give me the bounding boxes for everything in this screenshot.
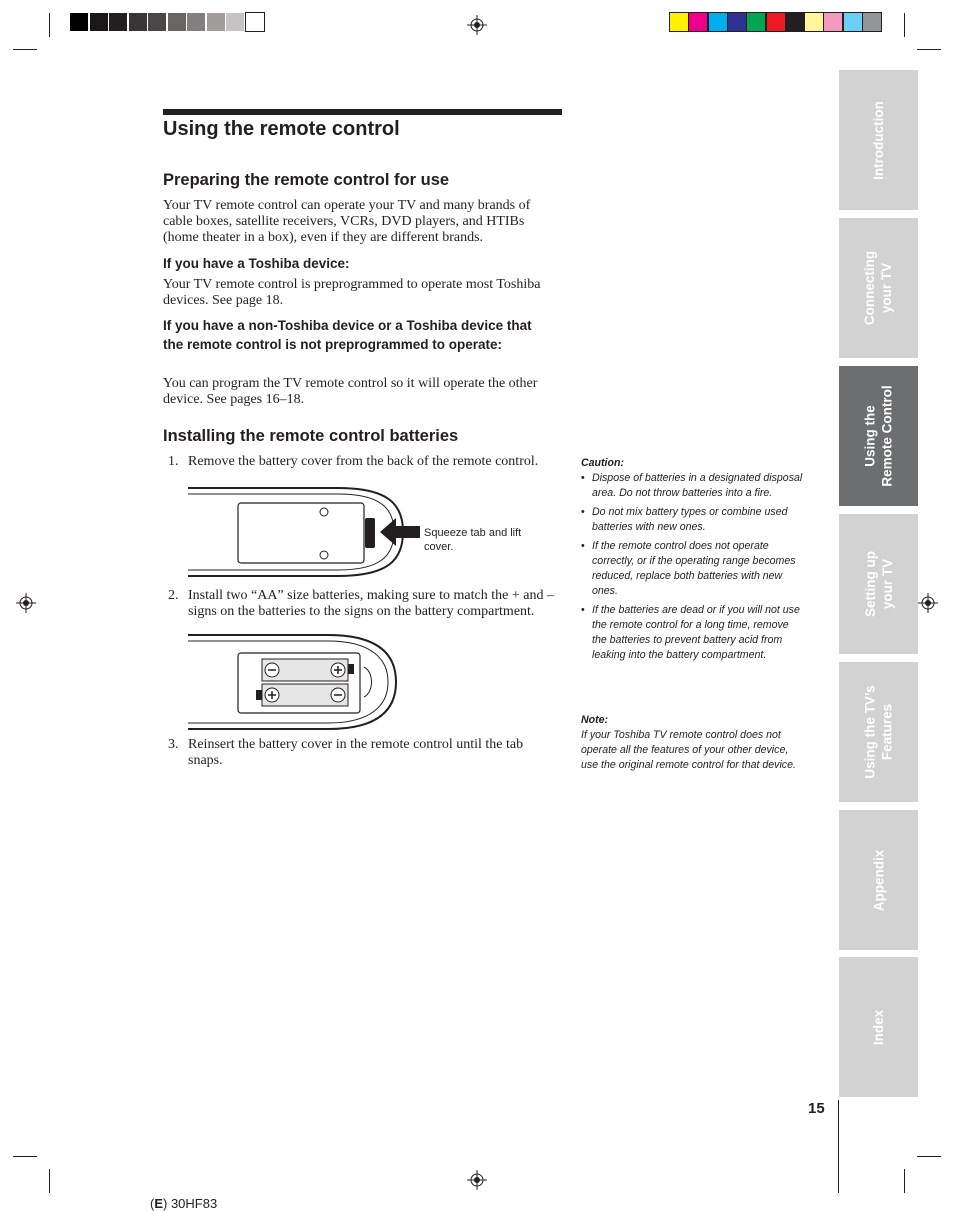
gray-swatch: [90, 13, 108, 31]
color-swatch: [689, 13, 707, 31]
registration-target-icon: [467, 1170, 487, 1190]
caution-item: • If the batteries are dead or if you will not use the remote control for a long time, remove the batteries to prevent battery acid from leaking into the battery compartment.: [581, 603, 806, 663]
footer-suffix: ) 30HF83: [163, 1196, 218, 1211]
tab-using-the-remote-control[interactable]: [839, 366, 918, 506]
tab-appendix[interactable]: [839, 810, 918, 950]
figure-caption: Squeeze tab and lift cover.: [424, 527, 522, 553]
gray-swatch: [148, 13, 166, 31]
gray-swatch: [226, 13, 244, 31]
step-text: Remove the battery cover from the back of the remote control.: [188, 454, 539, 469]
caution-item: • If the remote control does not operate correctly, or if the operating range becomes reduced, replace both batteries with new ones.: [581, 539, 806, 599]
section-heading-preparing: Preparing the remote control for use: [163, 171, 450, 189]
tab-label: Introduction: [870, 100, 886, 180]
footer-letter: E: [154, 1196, 164, 1211]
battery-cover-illustration: [188, 484, 420, 582]
caution-list: [581, 471, 806, 663]
page-number: 15: [808, 1100, 825, 1117]
color-swatch: [786, 13, 804, 31]
step-text: Reinsert the battery cover in the remote control until the tab snaps.: [188, 737, 524, 768]
color-swatch: [767, 13, 785, 31]
step-number: 3.: [168, 737, 179, 752]
color-swatch: [824, 13, 842, 31]
footer-model-code: [150, 1196, 217, 1211]
tab-index[interactable]: [839, 957, 918, 1097]
gray-swatch: [246, 13, 264, 31]
tab-introduction[interactable]: [839, 70, 918, 210]
color-swatch: [844, 13, 862, 31]
gray-swatch: [129, 13, 147, 31]
toshiba-device-text: Your TV remote control is preprogrammed to operate most Toshiba devices. See page 18.: [163, 277, 541, 308]
intro-paragraph: Your TV remote control can operate your TV and many brands of cable boxes, satellite receivers, VCRs, DVD players, and HTIBs (home theater in a box), even if they are different brands.: [163, 198, 531, 245]
gray-swatch: [70, 13, 88, 31]
gray-swatch: [187, 13, 205, 31]
registration-target-icon: [467, 15, 487, 35]
caution-label: Caution:: [581, 457, 624, 469]
non-toshiba-heading: If you have a non-Toshiba device or a Toshiba device that the remote control is not preprogrammed to operate:: [163, 318, 532, 352]
gray-swatch: [168, 13, 186, 31]
step-3: [168, 737, 560, 769]
step-number: 2.: [168, 588, 179, 603]
gray-swatch: [109, 13, 127, 31]
caution-box: [581, 456, 806, 667]
color-swatch: [709, 13, 727, 31]
tab-label: Appendix: [870, 849, 886, 911]
step-number: 1.: [168, 454, 179, 469]
note-text: If your Toshiba TV remote control does not operate all the features of your other device, use the original remote control for that device.: [581, 729, 796, 771]
non-toshiba-text: You can program the TV remote control so it will operate the other device. See pages 16–18.: [163, 376, 538, 407]
tab-label: Using the Remote Control: [862, 385, 895, 487]
step-1: [168, 454, 560, 470]
color-swatch: [805, 13, 823, 31]
note-box: [581, 713, 807, 773]
registration-target-icon: [918, 593, 938, 613]
tab-label: Index: [870, 1009, 886, 1045]
color-swatch: [747, 13, 765, 31]
tab-using-the-tvs-features[interactable]: [839, 662, 918, 802]
registration-target-icon: [16, 593, 36, 613]
tab-label: Setting up your TV: [862, 551, 895, 617]
color-swatch: [670, 13, 688, 31]
color-swatch: [728, 13, 746, 31]
gray-swatch: [207, 13, 225, 31]
step-2: [168, 588, 560, 620]
caution-item: • Do not mix battery types or combine used batteries with new ones.: [581, 505, 806, 535]
tab-label: Connecting your TV: [862, 250, 895, 326]
caution-item: • Dispose of batteries in a designated disposal area. Do not throw batteries into a fire.: [581, 471, 806, 501]
title-rule: [163, 109, 562, 115]
note-label: Note:: [581, 714, 609, 726]
tab-label: Using the TV’s Features: [862, 685, 895, 779]
battery-compartment-illustration: [188, 632, 400, 732]
section-heading-batteries: Installing the remote control batteries: [163, 427, 459, 445]
color-swatch: [863, 13, 881, 31]
step-text: Install two “AA” size batteries, making sure to match the + and – signs on the batteries to the signs on the battery compartment.: [188, 588, 554, 619]
toshiba-device-heading: If you have a Toshiba device:: [163, 256, 350, 271]
footer-prefix: (: [150, 1196, 155, 1211]
tab-setting-up-your-tv[interactable]: [839, 514, 918, 654]
page-title: Using the remote control: [163, 118, 400, 140]
tab-connecting-your-tv[interactable]: [839, 218, 918, 358]
